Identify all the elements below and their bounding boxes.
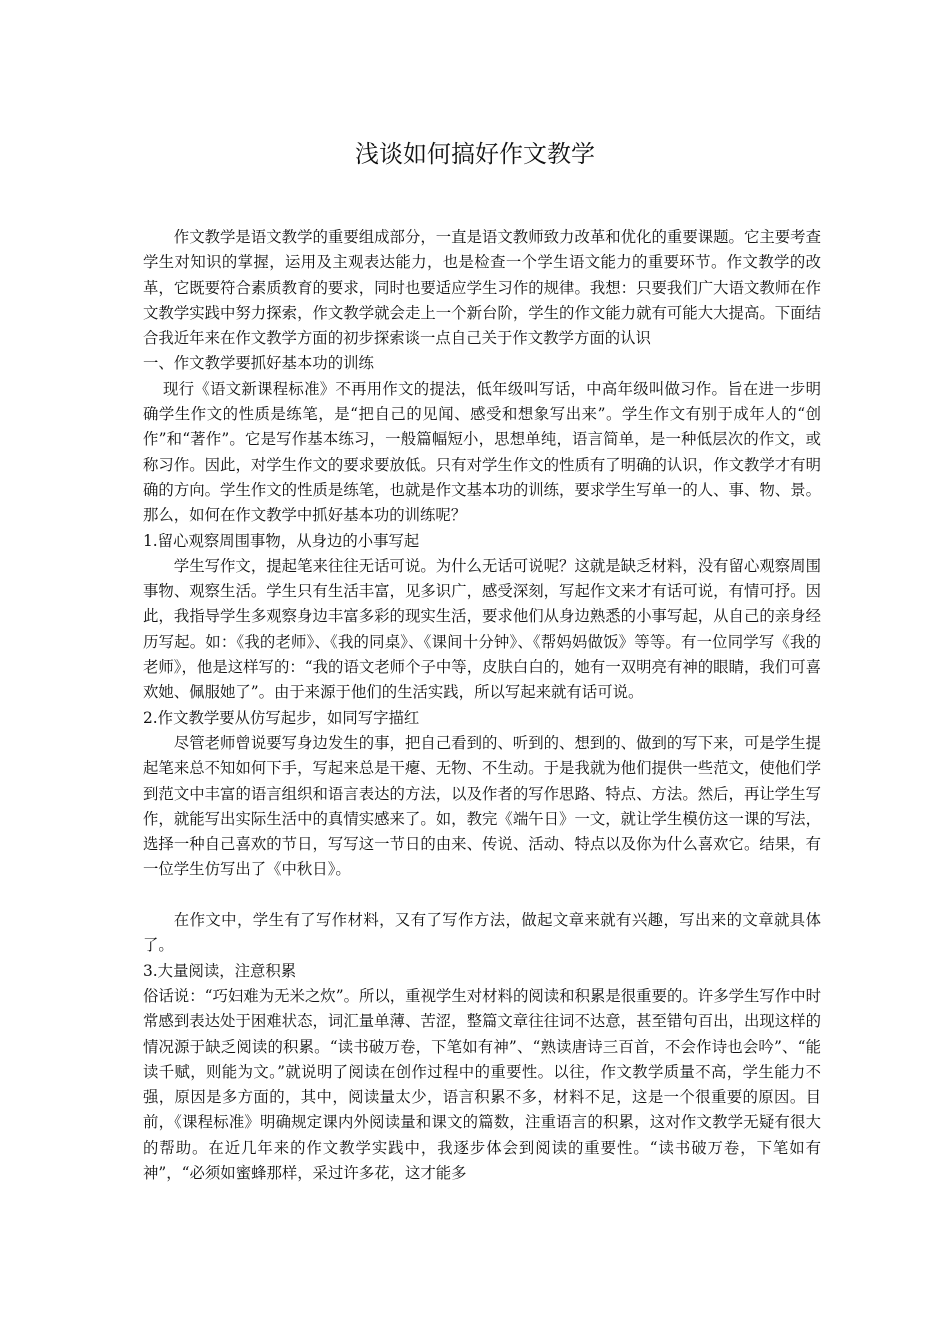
document-body (143, 225, 821, 1186)
subheading-2: 2.作文教学要从仿写起步，如同写字描红 (143, 708, 420, 727)
paragraph-2: 学生写作文，提起笔来往往无话可说。为什么无话可说呢？这就是缺乏材料，没有留心观察周围事物、观察生活。学生只有生活丰富，见多识广，感受深刻，写起作文来才有话可说，有情可抒。因此，我指导学生多观察身边丰富多彩的现实生活，要求他们从身边熟悉的小事写起，从自己的亲身经历写起。如：《我的老师》、《我的同桌》、《课间十分钟》、《帮妈妈做饭》等等。有一位同学写《我的老师》，他是这样写的：“我的语文老师个子中等，皮肤白白的，她有一双明亮有神的眼睛，我们可喜欢她、佩服她了”。由于来源于他们的生活实践，所以写起来就有话可说。 (143, 556, 821, 702)
paragraph-3: 尽管老师曾说要写身边发生的事，把自己看到的、听到的、想到的、做到的写下来，可是学生提起笔来总不知如何下手，写起来总是干瘪、无物、不生动。于是我就为他们提供一些范文，使他们学到范文中丰富的语言组织和语言表达的方法，以及作者的写作思路、特点、方法。然后，再让学生写作，就能写出实际生活中的真情实感来了。如，教完《端午日》一文，就让学生模仿这一课的写法，选择一种自己喜欢的节日，写写这一节日的由来、传说、活动、特点以及你为什么喜欢它。结果，有一位学生仿写出了《中秋日》。 (143, 733, 821, 879)
document-title: 浅谈如何搞好作文教学 (355, 140, 595, 168)
subheading-1: 1.留心观察周围事物，从身边的小事写起 (143, 531, 420, 550)
paragraph-1: 现行《语文新课程标准》不再用作文的提法，低年级叫写话，中高年级叫做习作。旨在进一步明确学生作文的性质是练笔，是“把自己的见闻、感受和想象写出来”。学生作文有别于成年人的“创作”和“著作”。它是写作基本练习，一般篇幅短小，思想单纯，语言简单，是一种低层次的作文，或称习作。因此，对学生作文的要求要放低。只有对学生作文的性质有了明确的认识，作文教学才有明确的方向。学生作文的性质是练笔，也就是作文基本功的训练，要求学生写单一的人、事、物、景。那么，如何在作文教学中抓好基本功的训练呢？ (143, 379, 821, 525)
paragraph-5: 俗话说：“巧妇难为无米之炊”。所以，重视学生对材料的阅读和积累是很重要的。许多学生写作中时常感到表达处于困难状态，词汇量单薄、苦涩，整篇文章往往词不达意，甚至错句百出，出现这样的情况源于缺乏阅读的积累。“读书破万卷，下笔如有神”、“熟读唐诗三百首，不会作诗也会吟”、“能读千赋，则能为文。”就说明了阅读在创作过程中的重要性。以往，作文教学质量不高，学生能力不强，原因是多方面的，其中，阅读量太少，语言积累不多，材料不足，这是一个很重要的原因。目前，《课程标准》明确规定课内外阅读量和课文的篇数，注重语言的积累，这对作文教学无疑有很大的帮助。在近几年来的作文教学实践中，我逐步体会到阅读的重要性。“读书破万卷，下笔如有神”，“必须如蜜蜂那样，采过许多花，这才能多 (143, 986, 821, 1182)
blank-line (143, 883, 821, 908)
paragraph-4: 在作文中，学生有了写作材料，又有了写作方法，做起文章来就有兴趣，写出来的文章就具体了。 (143, 911, 821, 955)
section-heading-1: 一、作文教学要抓好基本功的训练 (143, 354, 374, 373)
subheading-3: 3.大量阅读，注意积累 (143, 961, 297, 980)
intro-paragraph: 作文教学是语文教学的重要组成部分，一直是语文教师致力改革和优化的重要课题。它主要考查学生对知识的掌握，运用及主观表达能力，也是检查一个学生语文能力的重要环节。作文教学的改革，它既要符合素质教育的要求，同时也要适应学生习作的规律。我想：只要我们广大语文教师在作文教学实践中努力探索，作文教学就会走上一个新台阶，学生的作文能力就有可能大大提高。下面结合我近年来在作文教学方面的初步探索谈一点自己关于作文教学方面的认识 (143, 228, 821, 348)
